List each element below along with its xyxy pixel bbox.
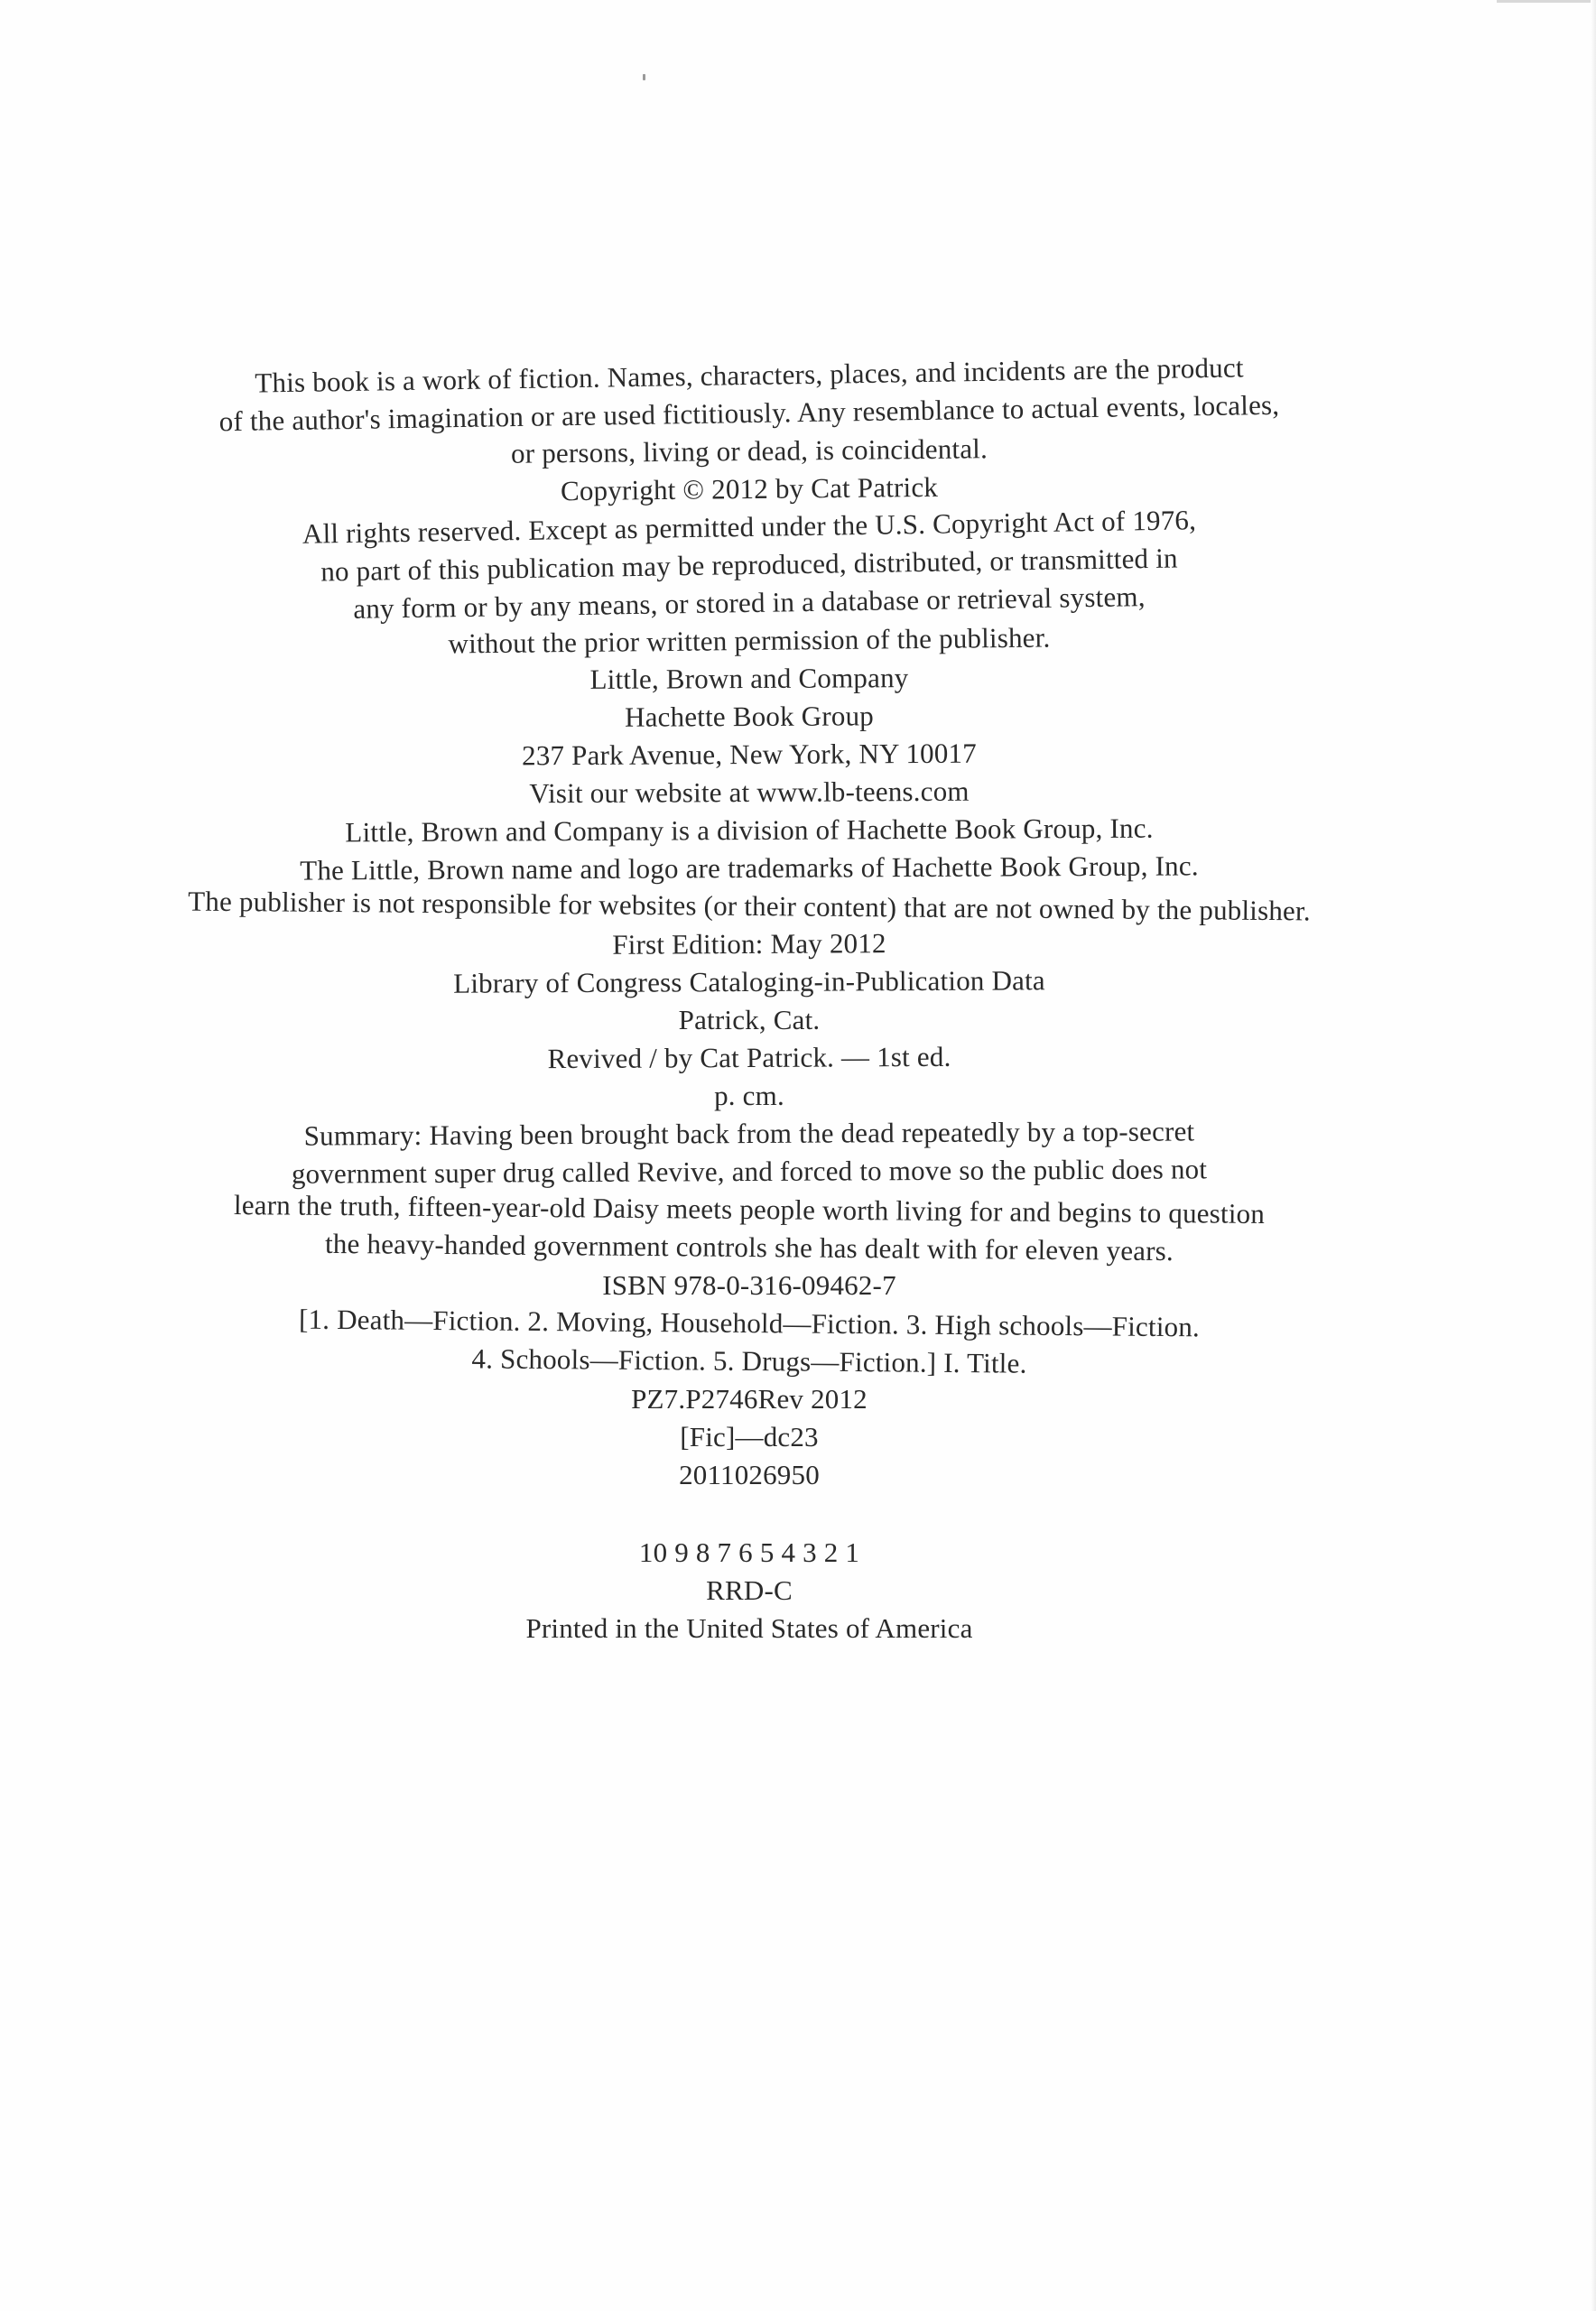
cip-line: the heavy-handed government controls she has dealt with for eleven years. bbox=[324, 1227, 1174, 1267]
page-edge-shadow bbox=[1591, 0, 1596, 2311]
cip-line: Patrick, Cat. bbox=[678, 1004, 821, 1035]
isbn-line: ISBN 978-0-316-09462-7 bbox=[602, 1269, 896, 1301]
trademark-line: Little, Brown and Company is a division of Hachette Book Group, Inc. bbox=[345, 812, 1154, 849]
cip-line: 4. Schools—Fiction. 5. Drugs—Fiction.] I. Title. bbox=[471, 1342, 1027, 1379]
address-line: Hachette Book Group bbox=[624, 700, 875, 733]
address-line: 237 Park Avenue, New York, NY 10017 bbox=[521, 737, 978, 772]
cip-line: 2011026950 bbox=[679, 1459, 820, 1490]
cip-line: p. cm. bbox=[714, 1080, 784, 1111]
website-disclaimer-line: The publisher is not responsible for websites (or their content) that are not owned by the publisher. bbox=[188, 885, 1311, 927]
edition-line: First Edition: May 2012 bbox=[612, 927, 886, 961]
cip-line: [Fic]—dc23 bbox=[680, 1421, 819, 1452]
disclaimer-line: of the author's imagination or are used fictitiously. Any resemblance to actual events, locales, bbox=[218, 388, 1280, 438]
cip-line: government super drug called Revive, and forced to move so the public does not bbox=[291, 1153, 1208, 1190]
cip-heading bbox=[81, 963, 1417, 1001]
disclaimer-line: This book is a work of fiction. Names, characters, places, and incidents are the product bbox=[255, 351, 1244, 399]
cip-data bbox=[81, 1001, 1417, 1494]
cip-heading-line: Library of Congress Cataloging-in-Publication Data bbox=[453, 964, 1045, 999]
imprint-line: Little, Brown and Company bbox=[589, 662, 909, 695]
website-line: Visit our website at www.lb-teens.com bbox=[529, 775, 970, 810]
rights-line: without the prior written permission of the publisher. bbox=[448, 621, 1051, 660]
fiction-disclaimer bbox=[81, 351, 1417, 470]
edition-notice bbox=[81, 925, 1417, 963]
printed-in-line: Printed in the United States of America bbox=[525, 1612, 973, 1644]
printing-line: 10 9 8 7 6 5 4 3 2 1 bbox=[638, 1536, 860, 1568]
trademark-notice bbox=[81, 812, 1417, 887]
imprint-name bbox=[81, 660, 1417, 698]
publisher-address bbox=[81, 698, 1417, 812]
rights-line: any form or by any means, or stored in a database or retrieval system, bbox=[353, 580, 1146, 625]
rights-reserved bbox=[81, 504, 1417, 660]
rights-line: no part of this publication may be reproduced, distributed, or transmitted in bbox=[320, 542, 1178, 588]
website-disclaimer bbox=[81, 887, 1417, 925]
printing-number-line bbox=[81, 1534, 1417, 1572]
copyright-line: Copyright © 2012 by Cat Patrick bbox=[560, 470, 939, 507]
disclaimer-line: or persons, living or dead, is coincidental. bbox=[510, 432, 988, 469]
paper-speck bbox=[643, 74, 645, 80]
trademark-line: The Little, Brown name and logo are trademarks of Hachette Book Group, Inc. bbox=[300, 849, 1199, 886]
copyright-text bbox=[81, 351, 1417, 1647]
printer-code-line: RRD-C bbox=[706, 1574, 793, 1606]
cip-line: PZ7.P2746Rev 2012 bbox=[631, 1383, 868, 1415]
page-edge-mark bbox=[1497, 0, 1596, 3]
cip-line: Summary: Having been brought back from the dead repeatedly by a top-secret bbox=[303, 1115, 1195, 1152]
rights-line: All rights reserved. Except as permitted under the U.S. Copyright Act of 1976, bbox=[302, 504, 1197, 550]
printer-code bbox=[81, 1572, 1417, 1610]
cip-line: learn the truth, fifteen-year-old Daisy meets people worth living for and begins to question bbox=[233, 1189, 1266, 1230]
cip-line: [1. Death—Fiction. 2. Moving, Household—Fiction. 3. High schools—Fiction. bbox=[298, 1303, 1201, 1343]
printed-in-notice bbox=[81, 1610, 1417, 1647]
cip-line: Revived / by Cat Patrick. — 1st ed. bbox=[547, 1040, 951, 1075]
